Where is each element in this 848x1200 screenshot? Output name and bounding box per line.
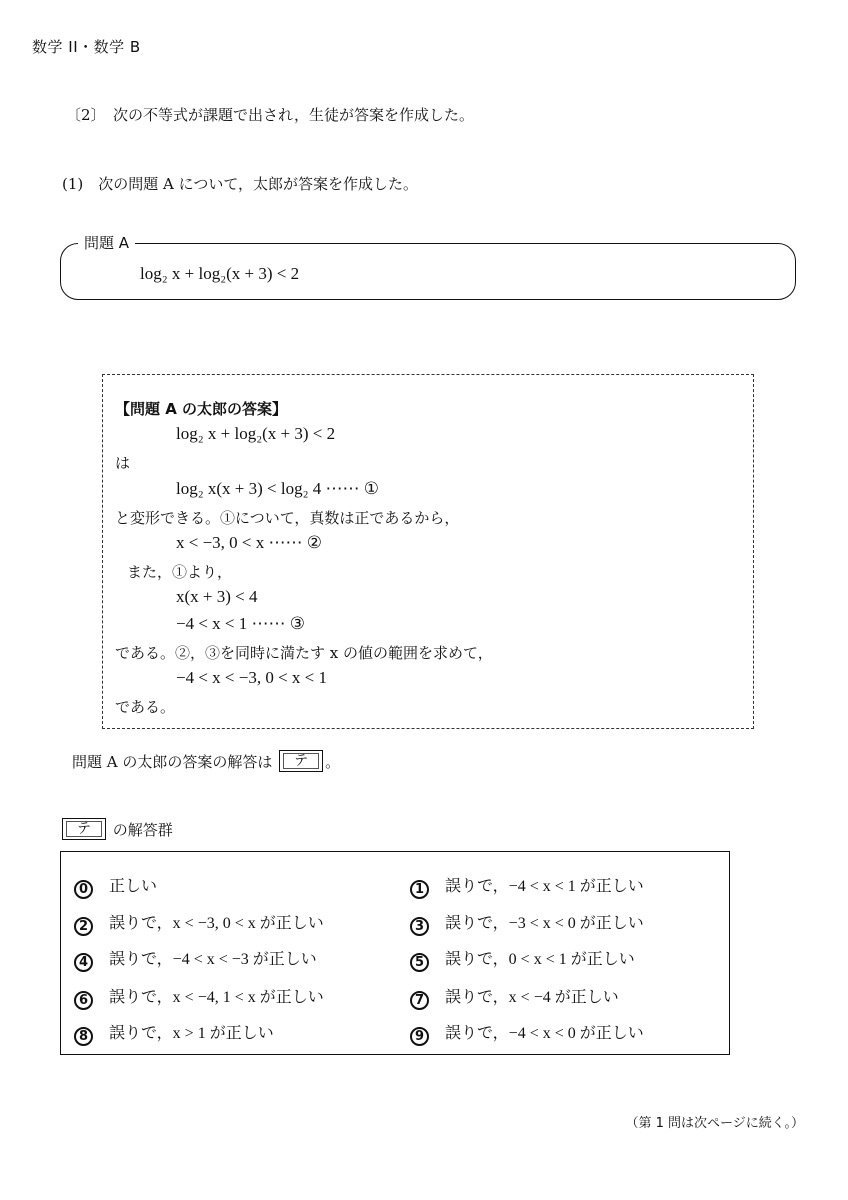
choice-text: 誤りで，x < −4, 1 < x が正しい [109,989,324,1006]
intro-text: 〔2〕 次の不等式が課題で出され，生徒が答案を作成した。 [66,106,474,124]
choice-number: 8 [74,1027,93,1046]
choice-text: 誤りで，−3 < x < 0 が正しい [445,915,644,932]
choice-text: 誤りで，−4 < x < −3 が正しい [109,951,317,968]
choice-number: 7 [410,991,429,1010]
choice-text: 誤りで，−4 < x < 1 が正しい [445,878,644,895]
choice-text: 正しい [109,878,158,895]
choice-9[interactable] [410,1020,644,1046]
result-line [72,750,340,772]
answer-line: log₂ x(x + 3) < log₂ 4 ⋯⋯ ① [176,479,380,498]
choice-text: 誤りで，0 < x < 1 が正しい [445,951,635,968]
choice-group-heading [60,818,173,840]
answer-line: は [115,454,131,472]
choice-5[interactable] [410,946,635,972]
choice-text: 誤りで，−4 < x < 0 が正しい [445,1025,644,1042]
choice-1[interactable] [410,873,644,899]
answer-line: −4 < x < 1 ⋯⋯ ③ [176,614,306,633]
answer-slot-label: テ [283,753,319,769]
choice-2[interactable] [74,910,324,936]
choice-text: 誤りで，x < −3, 0 < x が正しい [109,915,324,932]
choice-number: 2 [74,917,93,936]
answer-line: x(x + 3) < 4 [176,587,258,606]
choice-8[interactable] [74,1020,274,1046]
page-footer: （第 1 問は次ページに続く。） [625,1116,804,1131]
answer-line: と変形できる。①について，真数は正であるから， [115,509,460,527]
choice-group-box [62,818,106,840]
choice-text: 誤りで，x > 1 が正しい [109,1025,274,1042]
choice-group-title: の解答群 [112,821,173,839]
result-suffix: 。 [325,753,341,771]
choice-number: 3 [410,917,429,936]
answer-line: である。 [115,698,176,716]
answer-line: −4 < x < −3, 0 < x < 1 [176,668,328,687]
choice-number: 4 [74,953,93,972]
answer-line: また，①より， [127,563,233,581]
result-prefix: 問題 A の太郎の答案の解答は [72,753,273,771]
choice-number: 9 [410,1027,429,1046]
problem-a-title: 問題 A [78,232,135,253]
page-header: 数学 II・数学 B [32,38,141,56]
answer-slot-te[interactable] [279,750,323,772]
choice-number: 0 [74,880,93,899]
answer-title: 【問題 A の太郎の答案】 [115,400,288,418]
choice-3[interactable] [410,910,644,936]
choice-number: 1 [410,880,429,899]
choice-number: 5 [410,953,429,972]
choice-7[interactable] [410,984,619,1010]
problem-a-inequality: log₂ x + log₂(x + 3) < 2 [140,264,300,283]
choice-6[interactable] [74,984,324,1010]
answer-line: log₂ x + log₂(x + 3) < 2 [176,424,336,443]
choice-text: 誤りで，x < −4 が正しい [445,989,619,1006]
choice-group-box-label: テ [66,821,102,837]
choice-4[interactable] [74,946,317,972]
answer-line: である。②，③を同時に満たす x の値の範囲を求めて， [115,644,493,662]
answer-line: x < −3, 0 < x ⋯⋯ ② [176,533,323,552]
question-1: (1) 次の問題 A について，太郎が答案を作成した。 [62,175,419,193]
choice-0[interactable] [74,873,157,899]
choice-number: 6 [74,991,93,1010]
